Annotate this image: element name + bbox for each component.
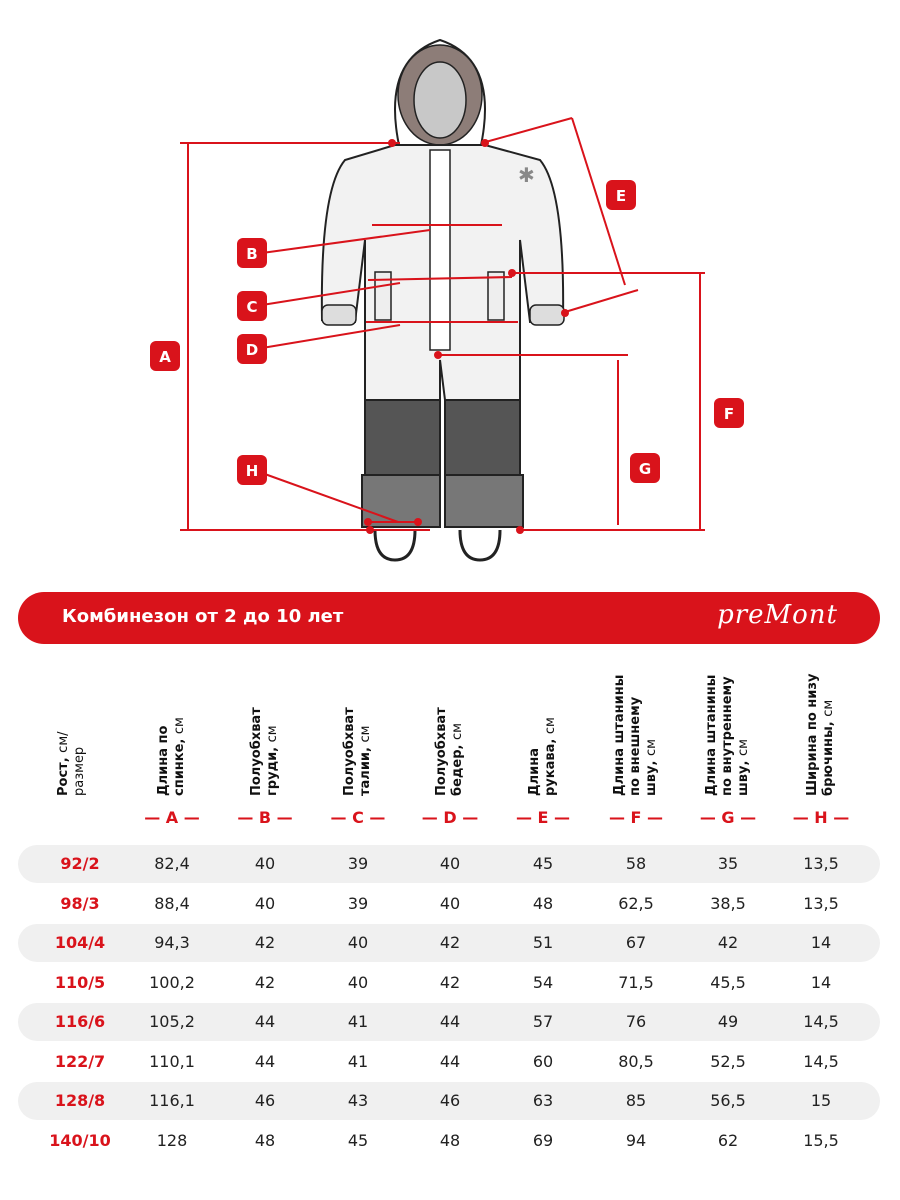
column-header-title: Длина по спинке, (156, 725, 187, 796)
column-header-title: Полуобхват груди, (249, 707, 280, 796)
column-header-unit: см (821, 699, 836, 717)
column-header-text (342, 660, 374, 796)
column-letter-3: — C — (330, 808, 386, 827)
table-cell: 44 (439, 1051, 461, 1071)
column-header-2 (235, 660, 295, 796)
table-cell: 44 (254, 1051, 276, 1071)
table-row (18, 1003, 880, 1041)
column-header-6 (606, 660, 666, 796)
table-cell: 44 (254, 1012, 276, 1031)
column-header-unit: см (265, 725, 280, 743)
column-letter-8: — H — (792, 808, 850, 827)
table-cell: 42 (717, 933, 739, 952)
size-cell: 98/3 (60, 893, 100, 913)
table-cell: 46 (254, 1091, 276, 1110)
table-cell: 40 (347, 933, 369, 952)
jumpsuit-measurement-diagram (0, 0, 900, 580)
column-header-text (434, 660, 466, 796)
column-header-text (56, 660, 88, 796)
table-cell: 41 (347, 1012, 369, 1031)
column-header-text (527, 660, 559, 796)
table-cell: 15 (810, 1091, 832, 1110)
table-row (18, 885, 880, 923)
size-cell: 140/10 (49, 1130, 111, 1150)
column-header-text (704, 660, 752, 796)
table-cell: 45,5 (710, 972, 746, 992)
table-row (18, 845, 880, 883)
column-header-title: Полуобхват талии, (342, 707, 373, 796)
table-cell: 82,4 (154, 854, 190, 873)
column-header-text (612, 660, 660, 796)
size-cell: 116/6 (54, 1012, 106, 1031)
table-cell: 45 (347, 1130, 369, 1150)
table-row (18, 924, 880, 962)
table-cell: 40 (254, 854, 276, 873)
table-cell: 41 (347, 1051, 369, 1071)
column-letter-5: — E — (515, 808, 571, 827)
table-cell: 110,1 (149, 1051, 195, 1071)
table-cell: 94 (625, 1130, 647, 1150)
column-letter-1: — A — (144, 808, 200, 827)
svg-text:F: F (723, 405, 735, 423)
table-cell: 88,4 (154, 893, 190, 913)
table-cell: 69 (532, 1130, 554, 1150)
table-row (18, 1082, 880, 1120)
column-header-unit: см/ размер (56, 731, 87, 796)
table-cell: 46 (439, 1091, 461, 1110)
table-cell: 48 (532, 893, 554, 913)
label-B (237, 238, 267, 268)
column-header-unit: см (358, 725, 373, 743)
column-header-title: Рост, (56, 752, 71, 796)
size-cell: 92/2 (60, 854, 100, 873)
column-header-title: Длина рукава, (527, 738, 558, 796)
hood (395, 40, 485, 150)
table-cell: 45 (532, 854, 554, 873)
title-banner (18, 592, 880, 644)
table-cell: 14 (810, 972, 832, 992)
table-cell: 62 (717, 1130, 739, 1150)
label-A (150, 341, 180, 371)
column-header-text (249, 660, 281, 796)
table-cell: 58 (625, 854, 647, 873)
column-header-3 (328, 660, 388, 796)
svg-text:C: C (246, 298, 258, 316)
jumpsuit-body (322, 145, 564, 560)
column-header-unit: см (736, 739, 751, 757)
table-cell: 42 (254, 933, 276, 952)
table-cell: 51 (532, 933, 554, 952)
table-cell: 48 (254, 1130, 276, 1150)
table-cell: 80,5 (618, 1051, 654, 1071)
column-header-0 (50, 660, 110, 796)
table-cell: 76 (625, 1012, 647, 1031)
table-cell: 38,5 (710, 893, 746, 913)
svg-text:D: D (245, 341, 259, 359)
table-cell: 52,5 (710, 1051, 746, 1071)
table-cell: 48 (439, 1130, 461, 1150)
column-header-4 (420, 660, 480, 796)
table-cell: 67 (625, 933, 647, 952)
column-header-1 (142, 660, 202, 796)
column-header-title: Полуобхват бедер, (434, 707, 465, 796)
column-letter-2: — B — (237, 808, 293, 827)
table-cell: 100,2 (149, 972, 195, 992)
label-G (630, 453, 660, 483)
table-cell: 42 (254, 972, 276, 992)
table-cell: 35 (717, 854, 739, 873)
table-cell: 39 (347, 893, 369, 913)
table-cell: 43 (347, 1091, 369, 1110)
table-cell: 54 (532, 972, 554, 992)
table-cell: 39 (347, 854, 369, 873)
table-cell: 60 (532, 1051, 554, 1071)
table-cell: 42 (439, 933, 461, 952)
table-cell: 14 (810, 933, 832, 952)
table-cell: 57 (532, 1012, 554, 1031)
svg-text:H: H (245, 462, 259, 480)
table-cell: 56,5 (710, 1091, 746, 1110)
table-cell: 14,5 (803, 1051, 839, 1071)
column-letter-4: — D — (421, 808, 479, 827)
column-header-unit: см (450, 723, 465, 741)
column-header-title: Длина штанины по внешнему шву, (612, 674, 659, 796)
table-cell: 40 (439, 893, 461, 913)
column-header-text (156, 660, 188, 796)
column-letter-6: — F — (608, 808, 664, 827)
label-D (237, 334, 267, 364)
column-header-unit: см (543, 717, 558, 735)
table-cell: 116,1 (149, 1091, 195, 1110)
table-cell: 13,5 (803, 893, 839, 913)
label-F (714, 398, 744, 428)
table-cell: 40 (347, 972, 369, 992)
table-cell: 94,3 (154, 933, 190, 952)
svg-text:A: A (159, 348, 171, 366)
svg-text:E: E (615, 187, 627, 205)
column-header-title: Ширина по низу брючины, (805, 673, 836, 796)
table-cell: 13,5 (803, 854, 839, 873)
svg-text:B: B (246, 245, 258, 263)
column-header-unit: см (644, 739, 659, 757)
size-cell: 122/7 (54, 1051, 106, 1071)
table-cell: 105,2 (149, 1012, 195, 1031)
table-cell: 49 (717, 1012, 739, 1031)
table-cell: 42 (439, 972, 461, 992)
svg-text:G: G (638, 460, 652, 478)
table-cell: 63 (532, 1091, 554, 1110)
table-cell: 71,5 (618, 972, 654, 992)
banner-title: Комбинезон от 2 до 10 лет (62, 606, 344, 627)
table-cell: 128 (156, 1130, 188, 1150)
column-header-text (805, 660, 837, 796)
column-header-unit: см (172, 717, 187, 735)
table-cell: 44 (439, 1012, 461, 1031)
label-H (237, 455, 267, 485)
column-letter-7: — G — (699, 808, 757, 827)
table-cell: 15,5 (803, 1130, 839, 1150)
label-C (237, 291, 267, 321)
column-header-7 (698, 660, 758, 796)
column-header-5 (513, 660, 573, 796)
table-cell: 40 (439, 854, 461, 873)
size-cell: 110/5 (54, 972, 106, 992)
column-header-title: Длина штанины по внутреннему шву, (704, 674, 751, 796)
table-row (18, 1043, 880, 1081)
svg-text:✱: ✱ (518, 163, 535, 187)
brand-logo: preMont (717, 600, 838, 630)
table-cell: 62,5 (618, 893, 654, 913)
column-header-8 (791, 660, 851, 796)
size-cell: 128/8 (54, 1091, 106, 1110)
table-row (18, 964, 880, 1002)
table-row (18, 1122, 880, 1160)
table-cell: 14,5 (803, 1012, 839, 1031)
table-cell: 40 (254, 893, 276, 913)
label-E (606, 180, 636, 210)
size-cell: 104/4 (54, 933, 106, 952)
table-cell: 85 (625, 1091, 647, 1110)
